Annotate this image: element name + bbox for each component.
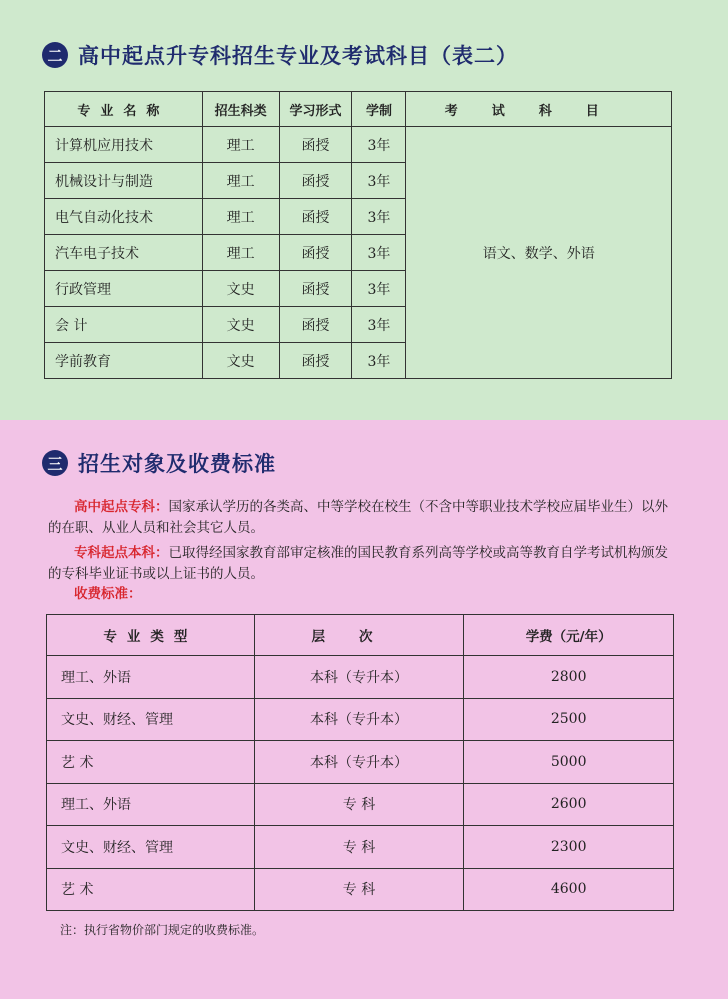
major-category: 文史 [202,271,279,307]
paragraph-highschool [48,497,678,539]
section1-header [42,40,518,70]
paragraph-college [48,543,678,585]
fee-amount: 2500 [464,698,674,741]
header-category: 招生科类 [202,92,279,127]
header-form: 学习形式 [279,92,352,127]
major-name: 会 计 [45,307,203,343]
majors-table [44,91,672,379]
major-category: 文史 [202,307,279,343]
header-fee: 学费（元/年） [464,615,674,656]
section2-title: 招生对象及收费标准 [78,452,276,476]
section1-badge: 二 [42,42,68,68]
text-college: 已取得经国家教育部审定核准的国民教育系列高等学校或高等教育自学考试机构颁发的专科毕业证书或以上证书的人员。 [48,545,668,582]
fee-amount: 2600 [464,783,674,826]
major-duration: 3年 [352,163,406,199]
major-form: 函授 [279,343,352,379]
exam-subjects: 语文、数学、外语 [406,127,672,379]
major-duration: 3年 [352,271,406,307]
major-category: 理工 [202,199,279,235]
major-category: 文史 [202,343,279,379]
fee-amount: 5000 [464,741,674,784]
fee-type: 艺 术 [47,868,255,911]
major-duration: 3年 [352,235,406,271]
section2-header [42,448,276,478]
table-row [47,868,674,911]
header-level: 层次 [254,615,464,656]
major-duration: 3年 [352,343,406,379]
fee-type: 文史、财经、管理 [47,826,255,869]
fee-amount: 2300 [464,826,674,869]
major-form: 函授 [279,127,352,163]
section1-title: 高中起点升专科招生专业及考试科目（表二） [78,44,518,68]
fee-level: 本科（专升本） [254,741,464,784]
fee-amount: 2800 [464,656,674,699]
major-duration: 3年 [352,127,406,163]
fee-table [46,614,674,911]
fee-type: 理工、外语 [47,656,255,699]
label-fee: 收费标准： [74,586,142,602]
majors-header-row [45,92,672,127]
major-name: 计算机应用技术 [45,127,203,163]
label-college: 专科起点本科： [74,545,169,561]
fee-note: 注：执行省物价部门规定的收费标准。 [60,923,265,937]
fee-amount: 4600 [464,868,674,911]
fee-type: 理工、外语 [47,783,255,826]
major-form: 函授 [279,271,352,307]
major-name: 学前教育 [45,343,203,379]
label-highschool: 高中起点专科： [74,499,169,515]
fee-header-row [47,615,674,656]
table-row [47,656,674,699]
table-row [47,698,674,741]
major-name: 电气自动化技术 [45,199,203,235]
table-row [45,127,672,163]
header-duration: 学制 [352,92,406,127]
header-exam: 考试科目 [406,92,672,127]
major-category: 理工 [202,235,279,271]
major-category: 理工 [202,163,279,199]
table-row [47,741,674,784]
fee-level: 专 科 [254,826,464,869]
section2-badge: 三 [42,450,68,476]
fee-type: 文史、财经、管理 [47,698,255,741]
major-name: 行政管理 [45,271,203,307]
major-form: 函授 [279,199,352,235]
major-form: 函授 [279,307,352,343]
fee-level: 本科（专升本） [254,656,464,699]
fee-type: 艺 术 [47,741,255,784]
fee-level: 本科（专升本） [254,698,464,741]
fee-level: 专 科 [254,868,464,911]
paragraph-fee [48,584,678,605]
major-form: 函授 [279,235,352,271]
major-form: 函授 [279,163,352,199]
major-name: 机械设计与制造 [45,163,203,199]
header-major: 专业名称 [45,92,203,127]
header-type: 专业类型 [47,615,255,656]
table-row [47,783,674,826]
text-highschool: 国家承认学历的各类高、中等学校在校生（不含中等职业技术学校应届毕业生）以外的在职、从业人员和社会其它人员。 [48,499,668,536]
table-row [47,826,674,869]
major-name: 汽车电子技术 [45,235,203,271]
major-category: 理工 [202,127,279,163]
major-duration: 3年 [352,307,406,343]
fee-level: 专 科 [254,783,464,826]
major-duration: 3年 [352,199,406,235]
